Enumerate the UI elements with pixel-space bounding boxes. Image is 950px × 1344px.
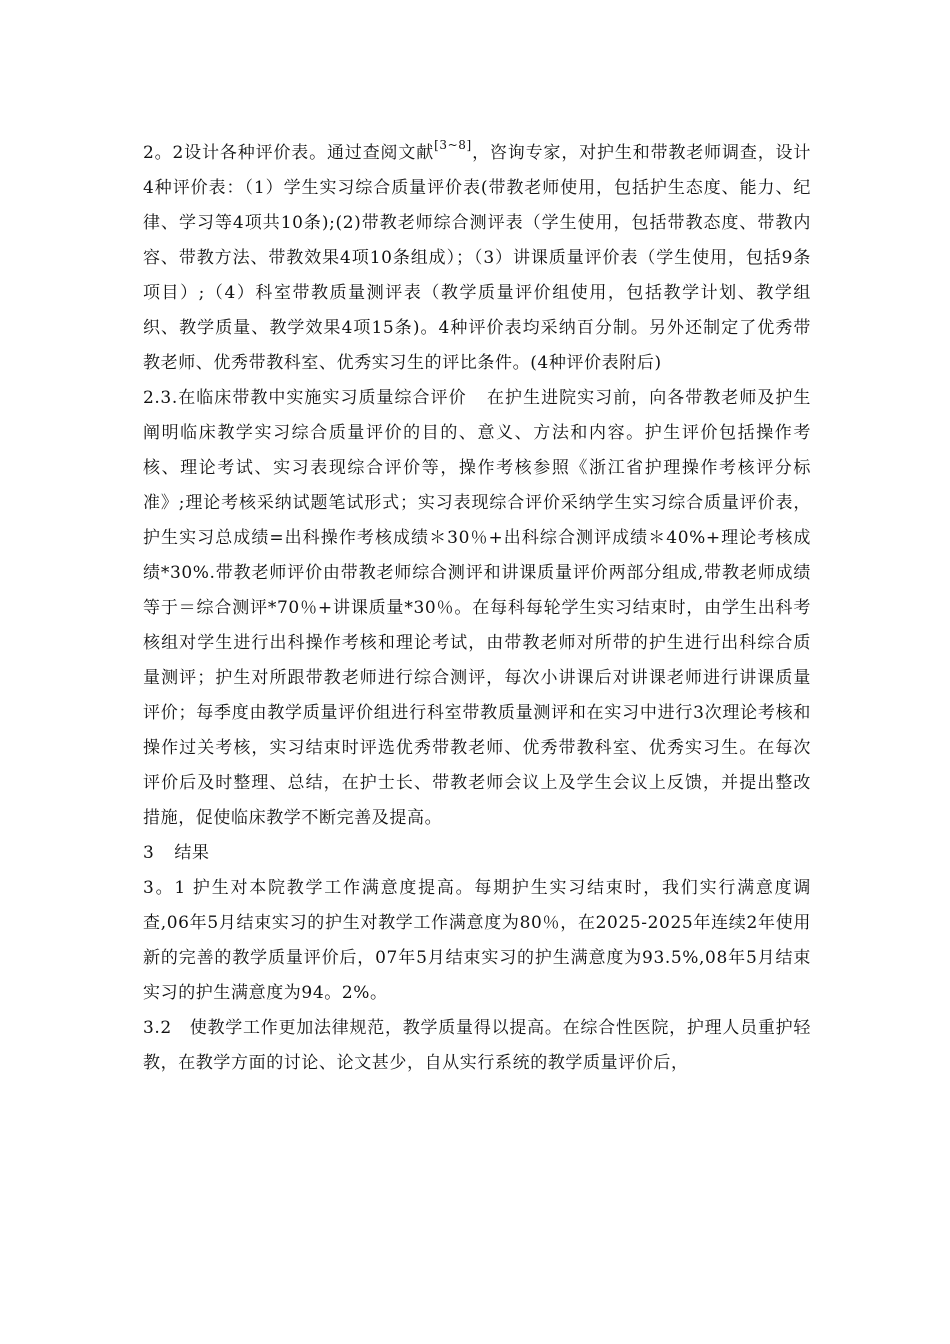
paragraph-2-2-text: ，咨询专家，对护生和带教老师调查，设计4种评价表：（1）学生实习综合质量评价表(带教老师使用，包括护生态度、能力、纪律、学习等4项共10条);(2)带教老师综合测评表（学生使用，包括带教态度、带教内容、带教方法、带教效果4项10条组成）；（3）讲课质量评价表（学生使用，包括9条项目）;（4）科室带教质量测评表（教学质量评价组使用，包括教学计划、教学组织、教学质量、教学效果4项15条)。4种评价表均采纳百分制。另外还制定了优秀带教老师、优秀带教科室、优秀实习生的评比条件。(4种评价表附后) xyxy=(143,143,811,373)
paragraph-2-3-title: 2.3.在临床带教中实施实习质量综合评价 xyxy=(143,388,467,408)
paragraph-3-2: 3.2 使教学工作更加法律规范，教学质量得以提高。在综合性医院，护理人员重护轻教，在教学方面的讨论、论文甚少，自从实行系统的教学质量评价后， xyxy=(143,1018,811,1073)
paragraph-3-1: 3。1 护生对本院教学工作满意度提高。每期护生实习结束时，我们实行满意度调查,06年5月结束实习的护生对教学工作满意度为80％，在2025-2025年连续2年使用新的完善的教学质量评价后，07年5月结束实习的护生满意度为93.5%,08年5月结束实习的护生满意度为94。2%。 xyxy=(143,878,811,1003)
paragraph-2-3-text: 在护生进院实习前，向各带教老师及护生阐明临床教学实习综合质量评价的目的、意义、方法和内容。护生评价包括操作考核、理论考试、实习表现综合评价等，操作考核参照《浙江省护理操作考核评分标准》;理论考核采纳试题笔试形式；实习表现综合评价采纳学生实习综合质量评价表，护生实习总成绩=出科操作考核成绩＊30％+出科综合测评成绩＊40%+理论考核成绩*30%.带教老师评价由带教老师综合测评和讲课质量评价两部分组成,带教老师成绩等于＝综合测评*70％+讲课质量*30％。在每科每轮学生实习结束时，由学生出科考核组对学生进行出科操作考核和理论考试，由带教老师对所带的护生进行出科综合质量测评；护生对所跟带教老师进行综合测评，每次小讲课后对讲课老师进行讲课质量评价；每季度由教学质量评价组进行科室带教质量测评和在实习中进行3次理论考核和操作过关考核，实习结束时评选优秀带教老师、优秀带教科室、优秀实习生。在每次评价后及时整理、总结，在护士长、带教老师会议上及学生会议上反馈，并提出整改措施，促使临床教学不断完善及提高。 xyxy=(143,388,811,828)
section-heading-3 xyxy=(143,836,811,871)
section-number: 3 xyxy=(143,843,155,863)
paragraph-2-2 xyxy=(143,136,811,381)
paragraph-2-2-lead: 2。2设计各种评价表。通过查阅文献 xyxy=(143,143,435,163)
paragraph-2-3 xyxy=(143,381,811,836)
document-body xyxy=(143,136,811,1081)
section-title: 结果 xyxy=(174,843,210,863)
citation-superscript: [3~8] xyxy=(434,138,472,152)
